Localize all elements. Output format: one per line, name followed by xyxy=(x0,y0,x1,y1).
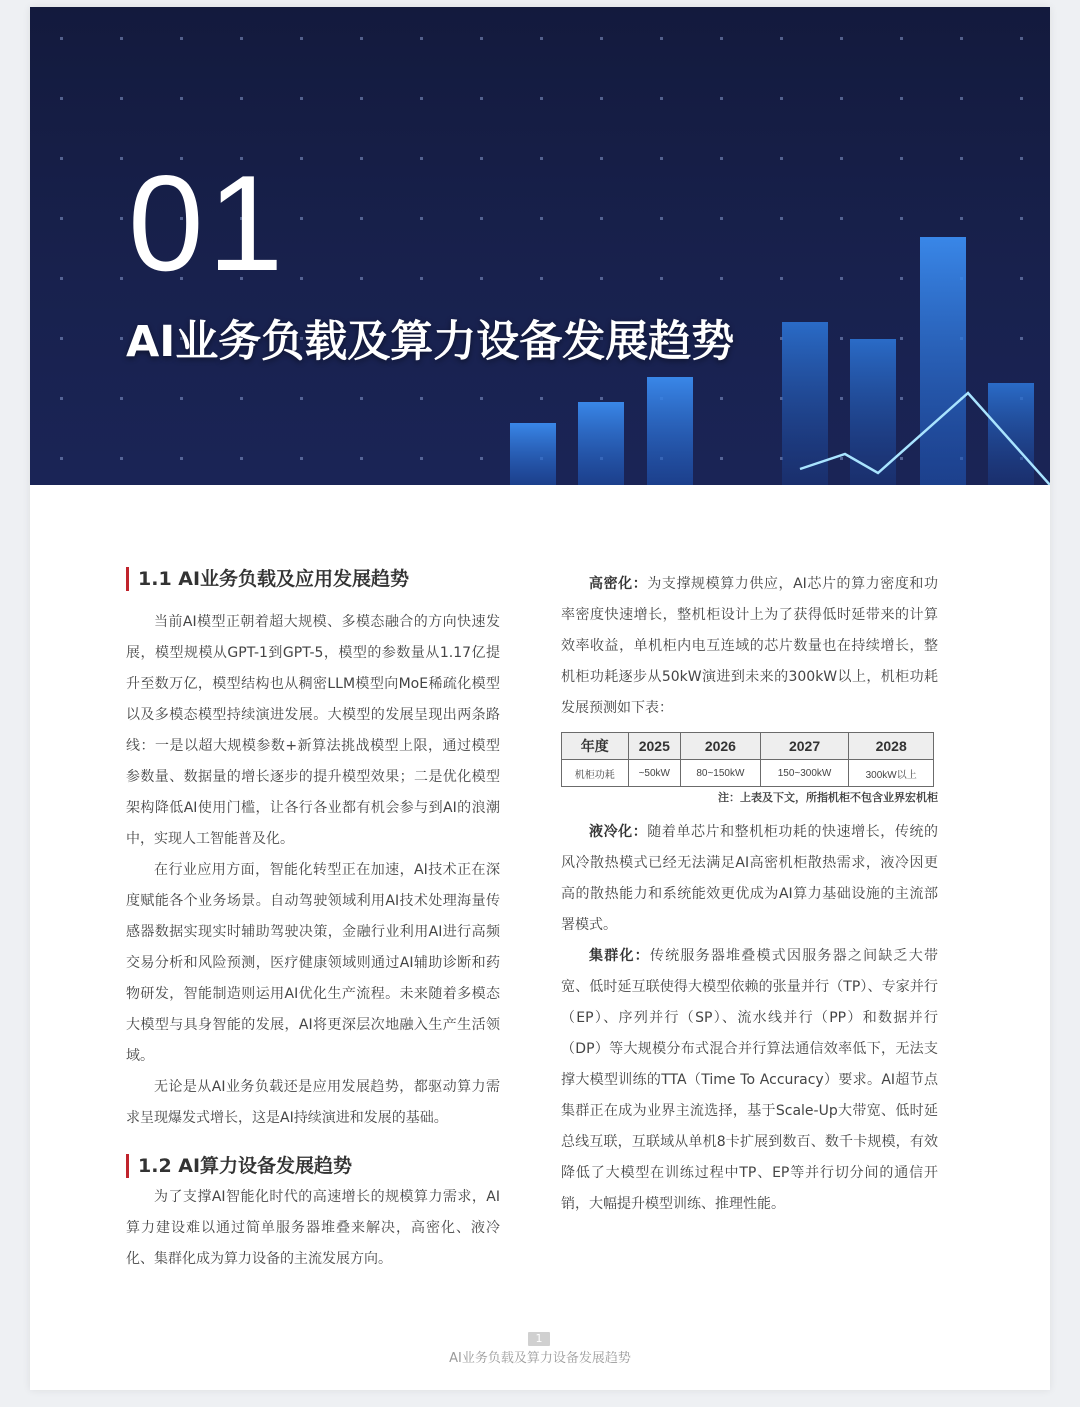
banner-bar-6 xyxy=(920,237,966,485)
table-cell: ~50kW xyxy=(628,760,681,787)
table-header-cell: 年度 xyxy=(562,733,629,760)
paragraph: 当前AI模型正朝着超大规模、多模态融合的方向快速发展，模型规模从GPT-1到GPT-5，模型的参数量从1.17亿提升至数万亿，模型结构也从稠密LLM模型向MoE稀疏化模型以及多模态模型持续演进发展。大模型的发展呈现出两条路线：一是以超大规模参数+新算法挑战模型上限，通过模型参数量、数据量的增长逐步的提升模型效果；二是优化模型架构降低AI使用门槛，让各行各业都有机会参与到AI的浪潮中，实现人工智能普及化。 xyxy=(126,614,500,847)
section-heading-1-2: 1.2 AI算力设备发展趋势 xyxy=(126,1154,500,1178)
paragraph: 无论是从AI业务负载还是应用发展趋势，都驱动算力需求呈现爆发式增长，这是AI持续演进和发展的基础。 xyxy=(126,1079,500,1126)
high-density-paragraph xyxy=(561,569,938,724)
liquid-cooling-paragraph xyxy=(561,817,938,941)
high-density-lead: 高密化： xyxy=(589,576,648,592)
clustering-text: 传统服务器堆叠模式因服务器之间缺乏大带宽、低时延互联使得大模型依赖的张量并行（TP）、专家并行（EP）、序列并行（SP）、流水线并行（PP）和数据并行（DP）等大规模分布式混合并行算法通信效率低下，无法支撑大模型训练的TTA（Time To Accuracy）要求。AI超节点集群正在成为业界主流选择，基于Scale-Up大带宽、低时延总线互联，互联域从单机8卡扩展到数百、数千卡规模，有效降低了大模型在训练过程中TP、EP等并行切分间的通信开销，大幅提升模型训练、推理性能。 xyxy=(561,948,939,1212)
chapter-banner xyxy=(30,7,1050,485)
rack-power-table xyxy=(561,732,934,787)
table-header-row xyxy=(562,733,934,760)
table-note: 注：上表及下文，所指机柜不包含业界宏机柜 xyxy=(718,791,938,804)
banner-bar-3 xyxy=(647,377,693,485)
footer-title: AI业务负载及算力设备发展趋势 xyxy=(449,1351,631,1366)
table-cell: 机柜功耗 xyxy=(562,760,629,787)
left-column xyxy=(126,567,500,1275)
clustering-paragraph xyxy=(561,941,938,1220)
banner-bar-1 xyxy=(510,423,556,485)
document-page xyxy=(30,7,1050,1390)
table-header-cell: 2026 xyxy=(681,733,761,760)
liquid-cooling-lead: 液冷化： xyxy=(589,824,648,840)
clustering-lead: 集群化： xyxy=(589,948,650,964)
banner-bar-7 xyxy=(988,383,1034,485)
liquid-cooling-text: 随着单芯片和整机柜功耗的快速增长，传统的风冷散热模式已经无法满足AI高密机柜散热需求，液冷因更高的散热能力和系统能效更优成为AI算力基础设施的主流部署模式。 xyxy=(561,824,939,933)
right-column xyxy=(561,569,938,1220)
table-header-cell: 2025 xyxy=(628,733,681,760)
page-number: 1 xyxy=(528,1332,550,1346)
table-cell: 80~150kW xyxy=(681,760,761,787)
paragraph: 为了支撑AI智能化时代的高速增长的规模算力需求，AI算力建设难以通过简单服务器堆叠来解决，高密化、液冷化、集群化成为算力设备的主流发展方向。 xyxy=(126,1189,500,1267)
table-header-cell: 2028 xyxy=(849,733,934,760)
high-density-text: 为支撑规模算力供应，AI芯片的算力密度和功率密度快速增长，整机柜设计上为了获得低时延带来的计算效率收益，单机柜内电互连域的芯片数量也在持续增长，整机柜功耗逐步从50kW演进到未来的300kW以上，机柜功耗发展预测如下表： xyxy=(561,576,938,716)
table-header-cell: 2027 xyxy=(760,733,849,760)
paragraph: 在行业应用方面，智能化转型正在加速，AI技术正在深度赋能各个业务场景。自动驾驶领域利用AI技术处理海量传感器数据实现实时辅助驾驶决策，金融行业利用AI进行高频交易分析和风险预测，医疗健康领域则通过AI辅助诊断和药物研发，智能制造则运用AI优化生产流程。未来随着多模态大模型与具身智能的发展，AI将更深层次地融入生产生活领域。 xyxy=(126,862,500,1064)
table-row xyxy=(562,760,934,787)
chapter-title: AI业务负载及算力设备发展趋势 xyxy=(126,317,735,367)
table-cell: 300kW以上 xyxy=(849,760,934,787)
banner-bar-2 xyxy=(578,402,624,485)
chapter-number: 01 xyxy=(128,147,288,299)
table-cell: 150~300kW xyxy=(760,760,849,787)
section-heading-1-1: 1.1 AI业务负载及应用发展趋势 xyxy=(126,567,500,591)
banner-bar-4 xyxy=(782,322,828,485)
